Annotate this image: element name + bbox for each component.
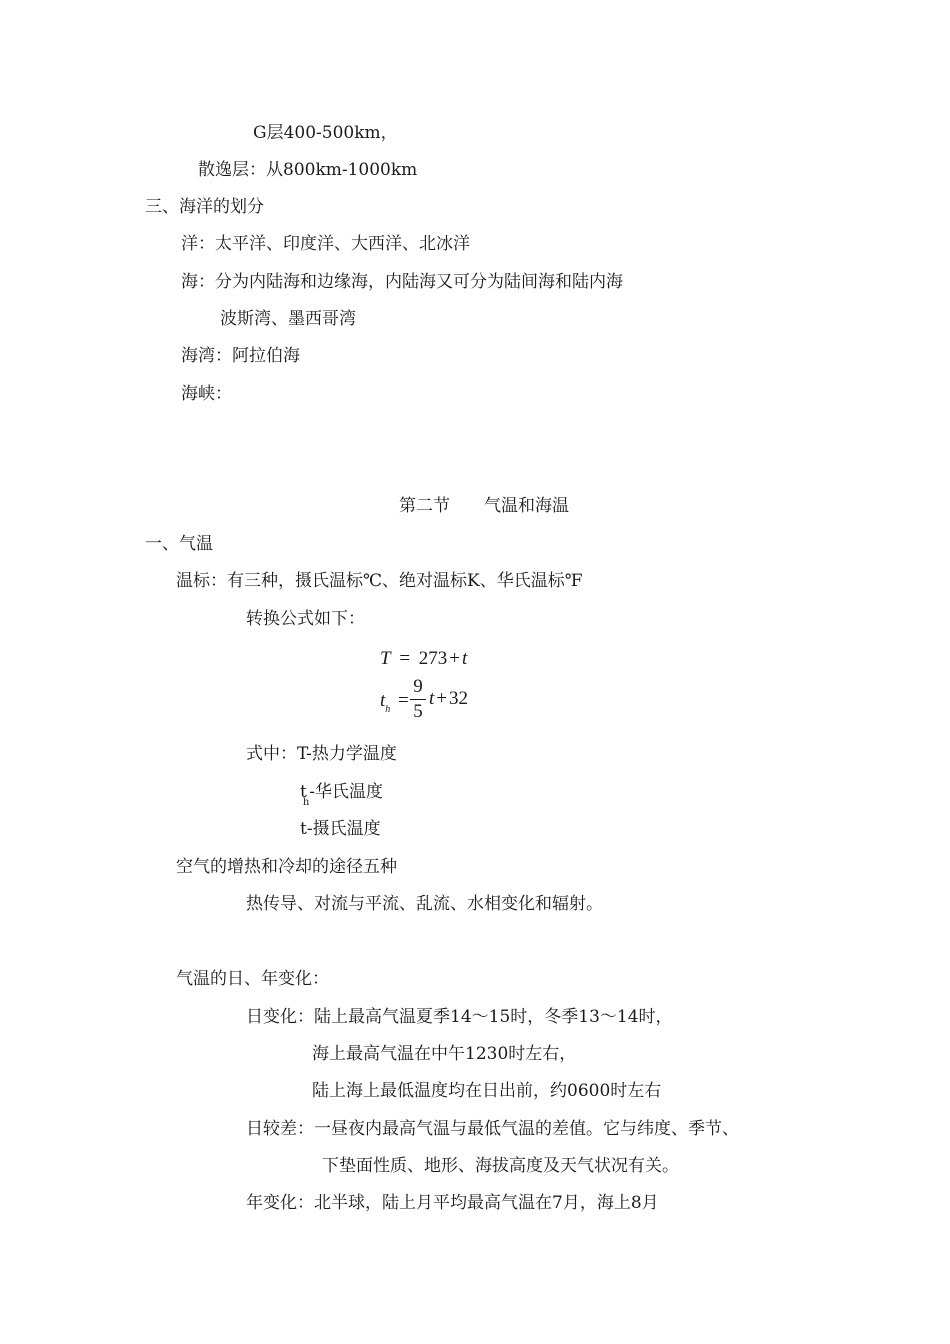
formula-symbol: + [436, 688, 447, 709]
formula-symbol: t [429, 688, 435, 709]
section-heading: 三、海洋的划分 [145, 197, 264, 217]
symbol-t: t [300, 782, 307, 802]
text-fragment: -华氏温度 [309, 782, 384, 802]
formula-fahrenheit-lhs [380, 690, 409, 715]
text-line: 散逸层：从800km-1000km [198, 160, 418, 180]
text-line: 热传导、对流与平流、乱流、水相变化和辐射。 [246, 894, 603, 914]
formula-symbol: T [380, 648, 391, 669]
formula-denominator: 5 [413, 701, 423, 722]
formula-number: 273 [418, 648, 448, 669]
text-line: 洋：太平洋、印度洋、大西洋、北冰洋 [181, 234, 470, 254]
formula-symbol: = [398, 690, 409, 711]
formula-symbol: = [399, 648, 411, 669]
formula-symbol: t [462, 648, 468, 669]
formula-kelvin [380, 648, 467, 670]
text-line: 式中：T-热力学温度 [246, 744, 397, 764]
text-line: 陆上海上最低温度均在日出前，约0600时左右 [312, 1081, 662, 1101]
text-line: 日较差：一昼夜内最高气温与最低气温的差值。它与纬度、季节、 [246, 1119, 739, 1139]
text-line: t-摄氏温度 [300, 819, 381, 839]
chapter-title: 第二节 气温和海温 [399, 496, 569, 516]
formula-number: 32 [449, 688, 468, 709]
text-line: 日变化：陆上最高气温夏季14～15时，冬季13～14时， [246, 1007, 673, 1027]
text-line: 年变化：北半球，陆上月平均最高气温在7月，海上8月 [246, 1193, 659, 1213]
text-line: G层400-500km， [253, 123, 398, 143]
text-line: 海峡： [181, 384, 232, 404]
text-line: 海上最高气温在中午1230时左右， [312, 1044, 577, 1064]
section-heading: 一、气温 [145, 534, 213, 554]
formula-symbol: t [380, 690, 386, 711]
formula-numerator: 9 [413, 676, 423, 697]
formula-fahrenheit-rhs [429, 688, 468, 710]
text-line: 温标：有三种，摄氏温标℃、绝对温标K、华氏温标℉ [176, 571, 583, 591]
text-line [300, 781, 383, 806]
symbol-subscript: h [302, 797, 310, 808]
text-line: 气温的日、年变化： [176, 969, 329, 989]
text-line: 下垫面性质、地形、海拔高度及天气状况有关。 [322, 1156, 679, 1176]
text-line: 波斯湾、墨西哥湾 [220, 309, 356, 329]
fraction-bar [410, 699, 426, 700]
text-line: 海湾：阿拉伯海 [181, 346, 300, 366]
text-line: 海：分为内陆海和边缘海，内陆海又可分为陆间海和陆内海 [181, 272, 623, 292]
text-line: 空气的增热和冷却的途径五种 [176, 857, 397, 877]
formula-symbol: + [449, 648, 461, 669]
formula-subscript: h [385, 704, 391, 715]
text-line: 转换公式如下： [246, 609, 365, 629]
